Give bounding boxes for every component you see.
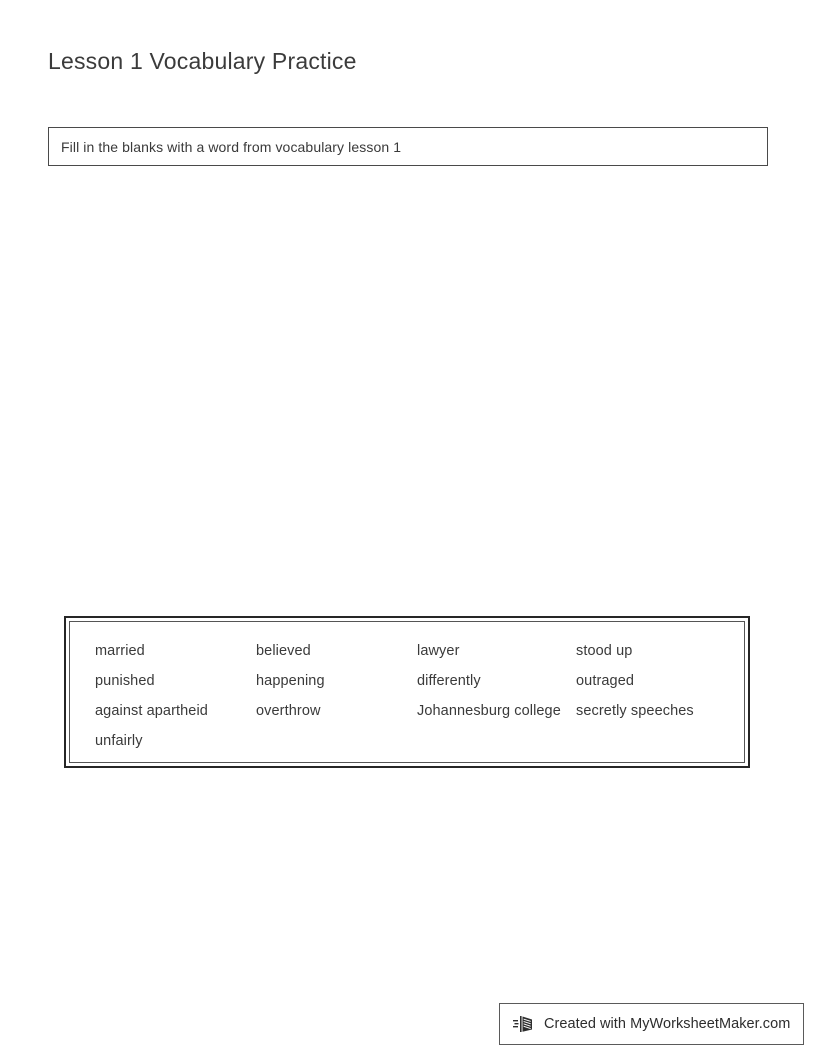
word-bank-item: outraged bbox=[576, 673, 635, 689]
word-bank-item: Johannesburg college bbox=[417, 703, 561, 719]
word-bank-item: punished bbox=[95, 673, 155, 689]
word-bank-item: stood up bbox=[576, 643, 633, 659]
word-bank-item: differently bbox=[417, 673, 481, 689]
answer-area bbox=[48, 180, 768, 610]
word-bank-item-empty bbox=[256, 726, 417, 756]
word-bank-item: happening bbox=[256, 673, 325, 689]
word-bank-item: lawyer bbox=[417, 643, 460, 659]
word-bank-item: married bbox=[95, 643, 145, 659]
word-bank bbox=[64, 616, 750, 768]
word-bank-item: secretly speeches bbox=[576, 703, 694, 719]
word-bank-item-empty bbox=[417, 726, 576, 756]
word-bank-item: believed bbox=[256, 643, 311, 659]
word-bank-item: against apartheid bbox=[95, 703, 208, 719]
instructions-text: Fill in the blanks with a word from vocabulary lesson 1 bbox=[61, 138, 402, 155]
instructions-box bbox=[48, 127, 768, 166]
word-bank-inner-border bbox=[69, 621, 745, 763]
word-bank-item-empty bbox=[576, 726, 744, 756]
word-bank-grid bbox=[95, 636, 744, 756]
badge-label: Created with MyWorksheetMaker.com bbox=[544, 1016, 791, 1032]
word-bank-item: unfairly bbox=[95, 733, 143, 749]
word-bank-item: overthrow bbox=[256, 703, 321, 719]
created-with-badge[interactable] bbox=[499, 1003, 804, 1045]
flying-page-icon bbox=[512, 1012, 536, 1036]
page-title: Lesson 1 Vocabulary Practice bbox=[48, 48, 357, 74]
